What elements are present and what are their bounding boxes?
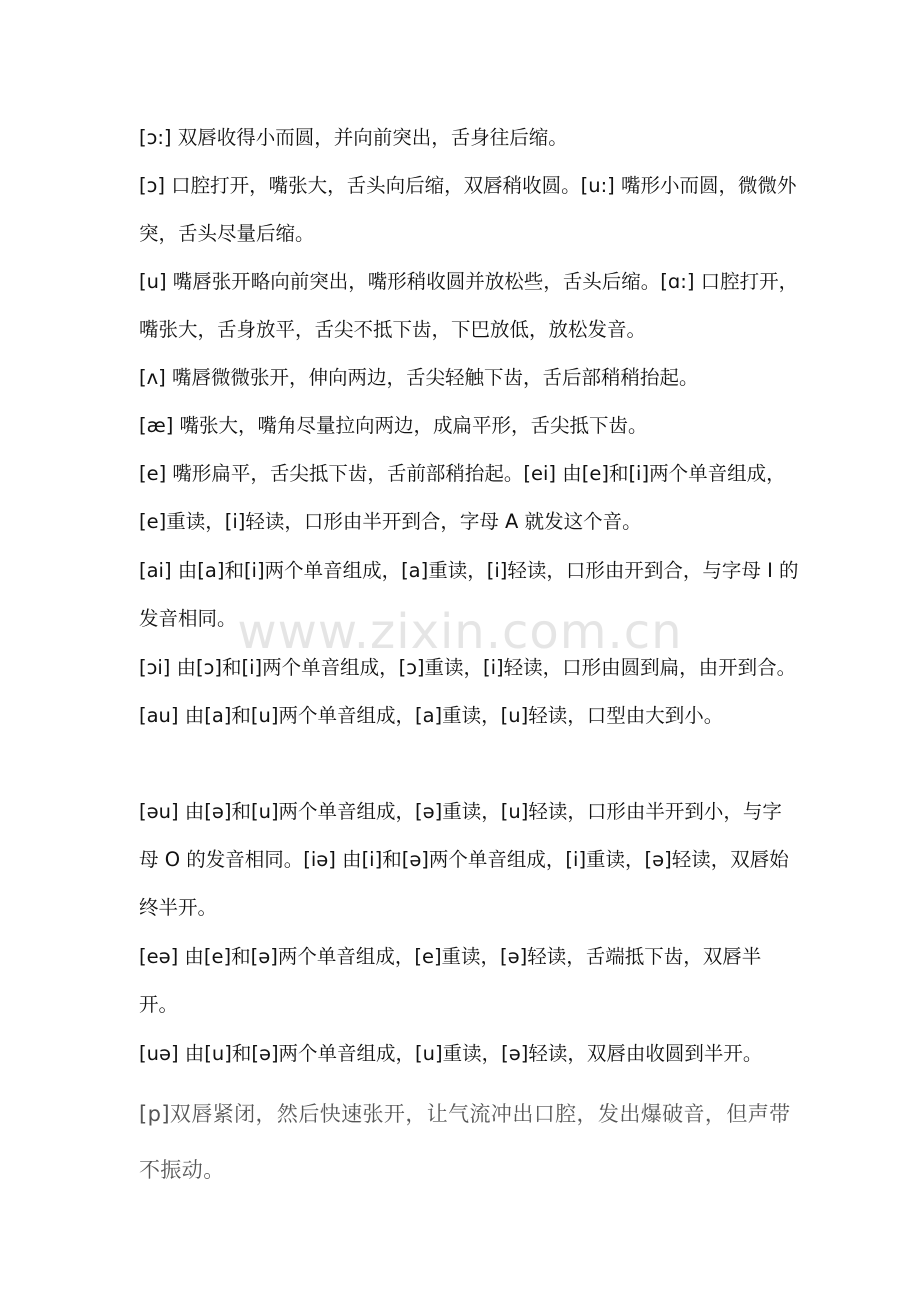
paragraph-10: [eə] 由[e]和[ə]两个单音组成，[e]重读，[ə]轻读，舌端抵下齿，双唇半开。	[139, 945, 762, 1016]
paragraph-2: [ɔ] 口腔打开，嘴张大，舌头向后缩，双唇稍收圆。[u:] 嘴形小而圆，微微外突，舌头尽量后缩。	[139, 174, 797, 245]
paragraph-5: [æ] 嘴张大，嘴角尽量拉向两边，成扁平形，舌尖抵下齿。	[139, 414, 648, 437]
paragraph-1: [ɔ:] 双唇收得小而圆，并向前突出，舌身往后缩。	[139, 126, 568, 149]
paragraph-8: [ɔi] 由[ɔ]和[i]两个单音组成，[ɔ]重读，[i]轻读，口形由圆到扁，由开到合。[au] 由[a]和[u]两个单音组成，[a]重读，[u]轻读，口型由大到小。	[139, 656, 797, 727]
paragraph-4: [ʌ] 嘴唇微微张开，伸向两边，舌尖轻触下齿，舌后部稍稍抬起。	[139, 366, 699, 389]
paragraph-9: [əu] 由[ə]和[u]两个单音组成，[ə]重读，[u]轻读，口形由半开到小，与字母 O 的发音相同。[iə] 由[i]和[ə]两个单音组成，[i]重读，[ə]轻读，双唇始终半开。	[139, 800, 789, 919]
paragraph-7: [ai] 由[a]和[i]两个单音组成，[a]重读，[i]轻读，口形由开到合，与字母 I 的发音相同。	[139, 559, 799, 630]
watermark: www.zixin.com.cn	[237, 604, 683, 660]
paragraph-3: [u] 嘴唇张开略向前突出，嘴形稍收圆并放松些，舌头后缩。[ɑ:] 口腔打开，嘴张大，舌身放平，舌尖不抵下齿，下巴放低，放松发音。	[139, 270, 799, 341]
paragraph-6: [e] 嘴形扁平，舌尖抵下齿，舌前部稍抬起。[ei] 由[e]和[i]两个单音组成，[e]重读，[i]轻读，口形由半开到合，字母 A 就发这个音。	[139, 462, 786, 533]
paragraph-11: [uə] 由[u]和[ə]两个单音组成，[u]重读，[ə]轻读，双唇由收圆到半开。	[139, 1042, 763, 1065]
paragraph-12: [p]双唇紧闭，然后快速张开，让气流冲出口腔，发出爆破音，但声带不振动。	[139, 1102, 791, 1182]
